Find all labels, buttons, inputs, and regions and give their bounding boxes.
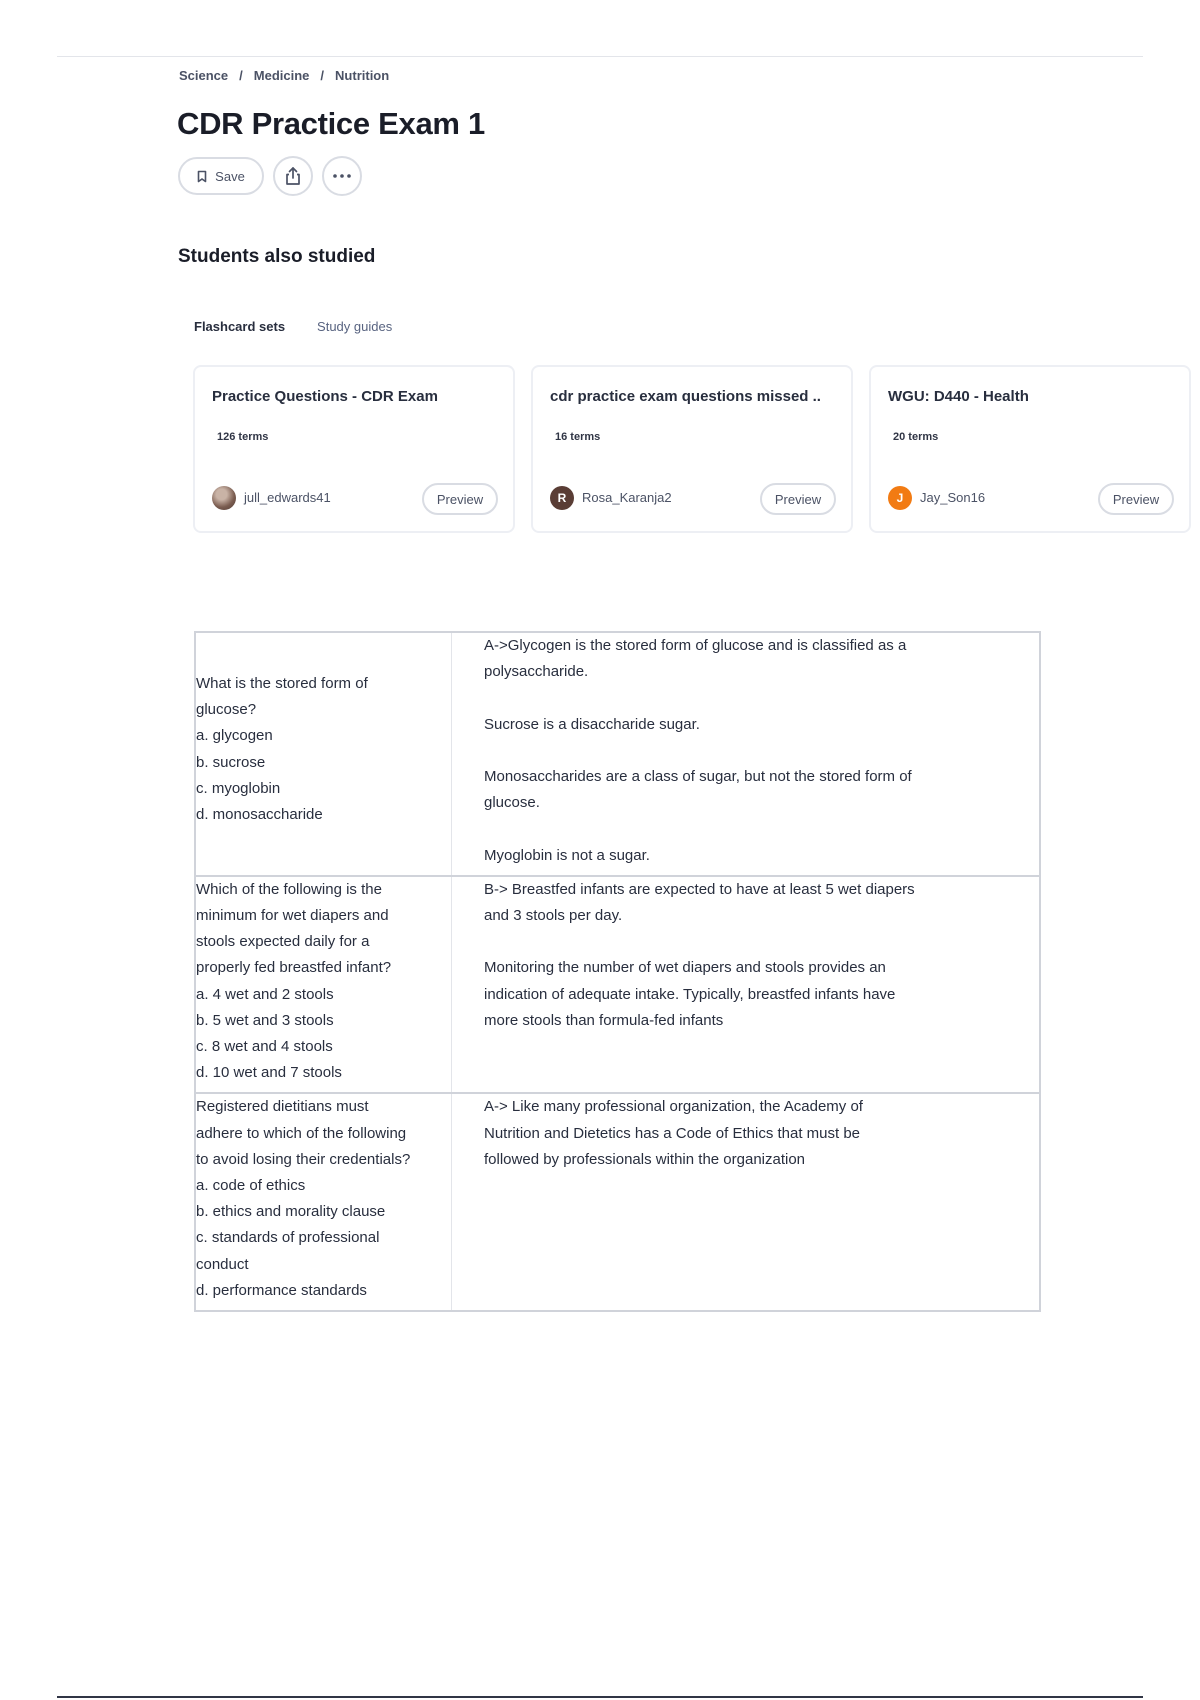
avatar-letter: R xyxy=(557,491,567,505)
card-title[interactable]: WGU: D440 - Health xyxy=(888,388,1029,405)
definition-cell xyxy=(452,633,1039,875)
term-line: a. 4 wet and 2 stools xyxy=(196,985,334,1003)
definition-paragraph xyxy=(484,843,979,869)
related-set-card[interactable] xyxy=(531,365,853,533)
bookmark-icon xyxy=(197,170,207,183)
term-line: minimum for wet diapers and xyxy=(196,906,389,924)
term-line: Which of the following is the xyxy=(196,880,382,898)
term-line: b. sucrose xyxy=(196,753,266,771)
card-term-count: 126 terms xyxy=(217,431,269,443)
definition-line: A->Glycogen is the stored form of glucose and is classified as a xyxy=(484,637,907,654)
avatar-letter: J xyxy=(896,491,904,505)
definition-paragraph xyxy=(484,764,979,816)
term-line: adhere to which of the following xyxy=(196,1124,407,1142)
bottom-divider xyxy=(57,1696,1143,1698)
term-cell xyxy=(196,877,452,1093)
term-cell xyxy=(196,633,452,875)
definition-paragraph xyxy=(484,955,979,1034)
term-line: b. ethics and morality clause xyxy=(196,1203,386,1221)
term-line: d. monosaccharide xyxy=(196,806,323,824)
breadcrumb-separator: / xyxy=(320,68,325,83)
term-line: b. 5 wet and 3 stools xyxy=(196,1011,334,1029)
term-line: What is the stored form of xyxy=(196,675,368,692)
definition-line: B-> Breastfed infants are expected to have at least 5 wet diapers xyxy=(484,880,915,898)
definition-line: Myoglobin is not a sugar. xyxy=(484,846,650,864)
definition-line: glucose. xyxy=(484,794,540,812)
preview-button[interactable]: Preview xyxy=(760,483,836,515)
term-line: glucose? xyxy=(196,701,257,719)
term-line: c. standards of professional xyxy=(196,1229,380,1247)
term-line: to avoid losing their credentials? xyxy=(196,1150,411,1168)
definition-line: and 3 stools per day. xyxy=(484,906,623,924)
term-line: Registered dietitians must xyxy=(196,1098,369,1116)
breadcrumb-separator: / xyxy=(239,68,243,83)
card-title[interactable]: Practice Questions - CDR Exam xyxy=(212,388,438,405)
preview-button[interactable]: Preview xyxy=(1098,483,1174,515)
card-username[interactable]: jull_edwards41 xyxy=(244,490,331,505)
breadcrumb-science[interactable]: Science xyxy=(179,68,229,83)
card-title[interactable]: cdr practice exam questions missed .. xyxy=(550,388,821,405)
term-line: c. 8 wet and 4 stools xyxy=(196,1038,333,1055)
save-button-label: Save xyxy=(215,168,245,184)
definition-paragraph xyxy=(484,877,979,929)
definition-line: indication of adequate intake. Typically, breastfed infants have xyxy=(484,985,896,1003)
definition-line: A-> Like many professional organization, the Academy of xyxy=(484,1098,863,1116)
definition-line: followed by professionals within the organization xyxy=(484,1150,806,1168)
definition-paragraph xyxy=(484,633,979,685)
definition-line: Nutrition and Dietetics has a Code of Ethics that must be xyxy=(484,1124,861,1142)
share-icon xyxy=(284,166,302,186)
table-row xyxy=(196,633,1039,875)
definition-cell xyxy=(452,1094,1039,1310)
avatar[interactable] xyxy=(212,486,236,510)
avatar[interactable] xyxy=(550,486,574,510)
tab-flashcard-sets[interactable]: Flashcard sets xyxy=(194,319,286,334)
term-line: a. code of ethics xyxy=(196,1177,306,1195)
page-title: CDR Practice Exam 1 xyxy=(177,106,485,141)
related-set-card[interactable] xyxy=(869,365,1191,533)
table-row xyxy=(196,1092,1039,1310)
definition-line: Monosaccharides are a class of sugar, but not the stored form of xyxy=(484,767,912,785)
card-username[interactable]: Jay_Son16 xyxy=(920,490,986,505)
term-line: c. myoglobin xyxy=(196,779,281,797)
top-divider xyxy=(57,56,1143,57)
term-cell xyxy=(196,1094,452,1310)
term-line: stools expected daily for a xyxy=(196,933,370,951)
card-term-count: 16 terms xyxy=(555,431,601,443)
term-line: conduct xyxy=(196,1255,249,1273)
term-line: d. 10 wet and 7 stools xyxy=(196,1064,342,1082)
avatar[interactable] xyxy=(888,486,912,510)
definition-line: more stools than formula-fed infants xyxy=(484,1011,724,1029)
term-line: d. performance standards xyxy=(196,1281,367,1299)
term-line: properly fed breastfed infant? xyxy=(196,959,392,977)
more-icon xyxy=(332,173,352,179)
set-actions xyxy=(178,156,362,196)
related-sets-carousel xyxy=(193,365,1160,535)
tab-study-guides[interactable]: Study guides xyxy=(317,319,393,334)
more-options-button[interactable] xyxy=(322,156,362,196)
definition-paragraph xyxy=(484,712,979,738)
card-username[interactable]: Rosa_Karanja2 xyxy=(582,490,672,505)
definition-line: polysaccharide. xyxy=(484,663,589,681)
preview-button[interactable]: Preview xyxy=(422,483,498,515)
study-tabs xyxy=(194,319,392,334)
terms-table xyxy=(194,631,1041,1312)
definition-cell xyxy=(452,877,1039,1093)
related-set-card[interactable] xyxy=(193,365,515,533)
definition-line: Monitoring the number of wet diapers and stools provides an xyxy=(484,959,886,977)
breadcrumb xyxy=(179,68,389,83)
card-term-count: 20 terms xyxy=(893,431,939,443)
definition-line: Sucrose is a disaccharide sugar. xyxy=(484,715,700,733)
breadcrumb-nutrition[interactable]: Nutrition xyxy=(335,68,390,83)
students-also-studied-heading: Students also studied xyxy=(178,246,376,267)
table-row xyxy=(196,875,1039,1093)
definition-paragraph xyxy=(484,1094,979,1173)
term-line: a. glycogen xyxy=(196,727,273,745)
share-button[interactable] xyxy=(273,156,313,196)
save-button[interactable] xyxy=(178,157,264,195)
breadcrumb-medicine[interactable]: Medicine xyxy=(253,68,310,83)
